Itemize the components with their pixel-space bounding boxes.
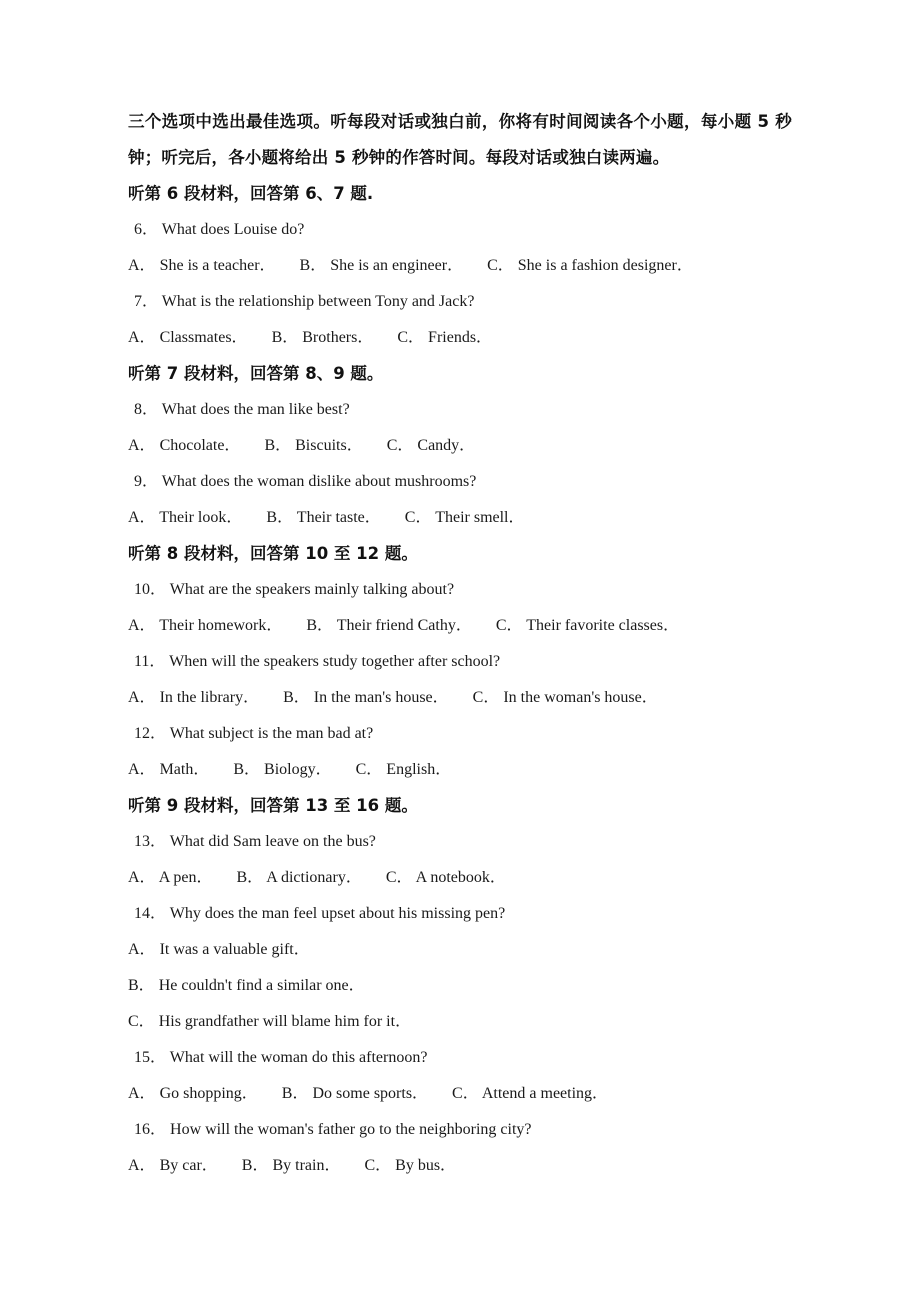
question-stem	[128, 896, 792, 932]
answer-option[interactable]	[452, 1076, 608, 1112]
option-letter: A．	[128, 761, 156, 778]
question-stem	[128, 1040, 792, 1076]
answer-option[interactable]	[128, 320, 248, 356]
answer-option[interactable]	[128, 932, 792, 968]
answer-options	[128, 320, 792, 356]
answer-option[interactable]	[272, 320, 374, 356]
question-number: 12．	[134, 725, 167, 742]
answer-option[interactable]	[397, 320, 492, 356]
answer-option[interactable]	[128, 968, 792, 1004]
question-stem	[128, 824, 792, 860]
answer-option[interactable]	[128, 500, 242, 536]
answer-options	[128, 860, 792, 896]
page-content	[128, 104, 792, 1184]
option-text: Go shopping．	[159, 1085, 258, 1102]
option-letter: B．	[128, 977, 155, 994]
question-number: 11．	[134, 653, 166, 670]
listening-section	[128, 536, 792, 788]
answer-option[interactable]	[128, 428, 240, 464]
option-text: In the library．	[159, 689, 260, 706]
question-text: What does the man like best?	[161, 401, 350, 418]
listening-sections	[128, 176, 792, 1184]
option-letter: B．	[283, 689, 310, 706]
option-text: By bus．	[395, 1157, 457, 1174]
answer-option[interactable]	[487, 248, 693, 284]
option-text: A dictionary．	[266, 869, 362, 886]
option-letter: B．	[306, 617, 334, 634]
listening-section	[128, 788, 792, 1184]
question-number: 14．	[134, 905, 167, 922]
option-letter: C．	[128, 1013, 155, 1030]
option-letter: A．	[128, 509, 156, 526]
answer-option[interactable]	[264, 428, 362, 464]
question-text: What does the woman dislike about mushrooms?	[161, 473, 477, 490]
answer-option[interactable]	[128, 1148, 218, 1184]
answer-option[interactable]	[356, 752, 452, 788]
option-text: His grandfather will blame him for it．	[158, 1013, 412, 1030]
listening-section	[128, 356, 792, 536]
question-text: What will the woman do this afternoon?	[169, 1049, 428, 1066]
answer-options	[128, 1076, 792, 1112]
section-header: 听第 6 段材料，回答第 6、7 题.	[128, 184, 374, 203]
question-stem	[128, 284, 792, 320]
option-text: By train．	[272, 1157, 341, 1174]
option-text: It was a valuable gift．	[159, 941, 310, 958]
option-text: English．	[386, 761, 452, 778]
option-letter: B．	[241, 1157, 269, 1174]
question-stem	[128, 716, 792, 752]
option-letter: B．	[271, 329, 299, 346]
option-letter: C．	[487, 257, 514, 274]
option-text: Their taste．	[296, 509, 381, 526]
answer-option[interactable]	[128, 752, 209, 788]
question-number: 8．	[134, 401, 159, 418]
question-number: 16．	[134, 1121, 167, 1138]
option-text: Biology．	[264, 761, 332, 778]
option-letter: C．	[397, 329, 425, 346]
question-text: How will the woman's father go to the neighboring city?	[170, 1121, 532, 1138]
option-letter: A．	[128, 869, 156, 886]
option-text: Their favorite classes．	[526, 617, 680, 634]
section-header: 听第 9 段材料，回答第 13 至 16 题。	[128, 796, 418, 815]
option-letter: C．	[452, 1085, 479, 1102]
option-letter: C．	[385, 869, 413, 886]
answer-option[interactable]	[128, 608, 282, 644]
option-text: She is a fashion designer．	[517, 257, 693, 274]
question-stem	[128, 392, 792, 428]
option-text: Their homework．	[159, 617, 283, 634]
option-text: A notebook．	[415, 869, 506, 886]
option-text: Math．	[159, 761, 210, 778]
option-text: Their smell．	[435, 509, 525, 526]
question-text: What subject is the man bad at?	[169, 725, 374, 742]
answer-option[interactable]	[283, 680, 449, 716]
answer-option[interactable]	[364, 1148, 456, 1184]
option-text: A pen．	[158, 869, 213, 886]
answer-option[interactable]	[128, 248, 276, 284]
option-letter: A．	[128, 1085, 156, 1102]
question-number: 13．	[134, 833, 167, 850]
question-stem	[128, 212, 792, 248]
option-text: Brothers．	[302, 329, 374, 346]
option-letter: C．	[386, 437, 414, 454]
question-text: What is the relationship between Tony and Jack?	[161, 293, 475, 310]
question-stem	[128, 464, 792, 500]
option-letter: C．	[472, 689, 500, 706]
option-text: He couldn't find a similar one．	[158, 977, 365, 994]
answer-option[interactable]	[473, 680, 658, 716]
section-header: 听第 8 段材料，回答第 10 至 12 题。	[128, 544, 418, 563]
section-header: 听第 7 段材料，回答第 8、9 题。	[128, 364, 384, 383]
answer-options	[128, 500, 792, 536]
option-text: Classmates．	[159, 329, 248, 346]
answer-option[interactable]	[128, 1076, 258, 1112]
answer-options	[128, 428, 792, 464]
option-letter: B．	[299, 257, 327, 274]
question-stem	[128, 572, 792, 608]
answer-option[interactable]	[282, 1076, 428, 1112]
instructions-paragraph: 三个选项中选出最佳选项。听每段对话或独白前，你将有时间阅读各个小题，每小题 5 秒钟；听完后，各小题将给出 5 秒钟的作答时间。每段对话或独白读两遍。	[128, 112, 792, 167]
answer-options	[128, 608, 792, 644]
option-letter: C．	[404, 509, 432, 526]
option-text: She is an engineer．	[330, 257, 464, 274]
option-letter: B．	[236, 869, 264, 886]
option-text: Their friend Cathy．	[336, 617, 472, 634]
question-number: 7．	[134, 293, 159, 310]
question-text: When will the speakers study together after school?	[169, 653, 501, 670]
answer-option[interactable]	[266, 500, 380, 536]
answer-option[interactable]	[236, 860, 361, 896]
option-letter: A．	[128, 617, 156, 634]
answer-option[interactable]	[128, 860, 212, 896]
question-stem	[128, 644, 792, 680]
option-letter: B．	[233, 761, 261, 778]
answer-option[interactable]	[128, 1004, 792, 1040]
answer-option[interactable]	[242, 1148, 341, 1184]
option-text: In the woman's house．	[503, 689, 658, 706]
option-text: By car．	[159, 1157, 218, 1174]
answer-options	[128, 752, 792, 788]
option-letter: B．	[266, 509, 294, 526]
answer-option[interactable]	[387, 428, 475, 464]
answer-options	[128, 932, 792, 1040]
answer-option[interactable]	[496, 608, 679, 644]
option-text: In the man's house．	[313, 689, 449, 706]
option-text: Their look．	[159, 509, 243, 526]
question-number: 15．	[134, 1049, 167, 1066]
option-letter: C．	[364, 1157, 392, 1174]
question-text: What did Sam leave on the bus?	[169, 833, 376, 850]
option-letter: A．	[128, 257, 156, 274]
answer-options	[128, 680, 792, 716]
option-letter: A．	[128, 941, 156, 958]
answer-option[interactable]	[300, 248, 464, 284]
option-text: She is a teacher．	[159, 257, 276, 274]
answer-options	[128, 248, 792, 284]
question-number: 9．	[134, 473, 159, 490]
question-text: What does Louise do?	[161, 221, 305, 238]
option-text: Attend a meeting．	[481, 1085, 609, 1102]
answer-option[interactable]	[233, 752, 331, 788]
option-letter: A．	[128, 329, 156, 346]
option-letter: A．	[128, 1157, 156, 1174]
answer-option[interactable]	[128, 680, 259, 716]
answer-option[interactable]	[386, 860, 506, 896]
question-number: 6．	[134, 221, 159, 238]
option-letter: A．	[128, 437, 156, 454]
option-text: Do some sports．	[312, 1085, 429, 1102]
answer-option[interactable]	[405, 500, 525, 536]
option-text: Friends．	[428, 329, 493, 346]
question-text: Why does the man feel upset about his missing pen?	[169, 905, 506, 922]
option-letter: C．	[495, 617, 523, 634]
option-letter: B．	[281, 1085, 309, 1102]
option-letter: A．	[128, 689, 156, 706]
option-text: Chocolate．	[159, 437, 241, 454]
answer-option[interactable]	[306, 608, 471, 644]
option-text: Candy．	[417, 437, 476, 454]
option-letter: C．	[355, 761, 383, 778]
answer-options	[128, 1148, 792, 1184]
listening-section	[128, 176, 792, 356]
question-stem	[128, 1112, 792, 1148]
question-number: 10．	[134, 581, 167, 598]
question-text: What are the speakers mainly talking about?	[169, 581, 455, 598]
option-letter: B．	[264, 437, 292, 454]
option-text: Biscuits．	[295, 437, 363, 454]
